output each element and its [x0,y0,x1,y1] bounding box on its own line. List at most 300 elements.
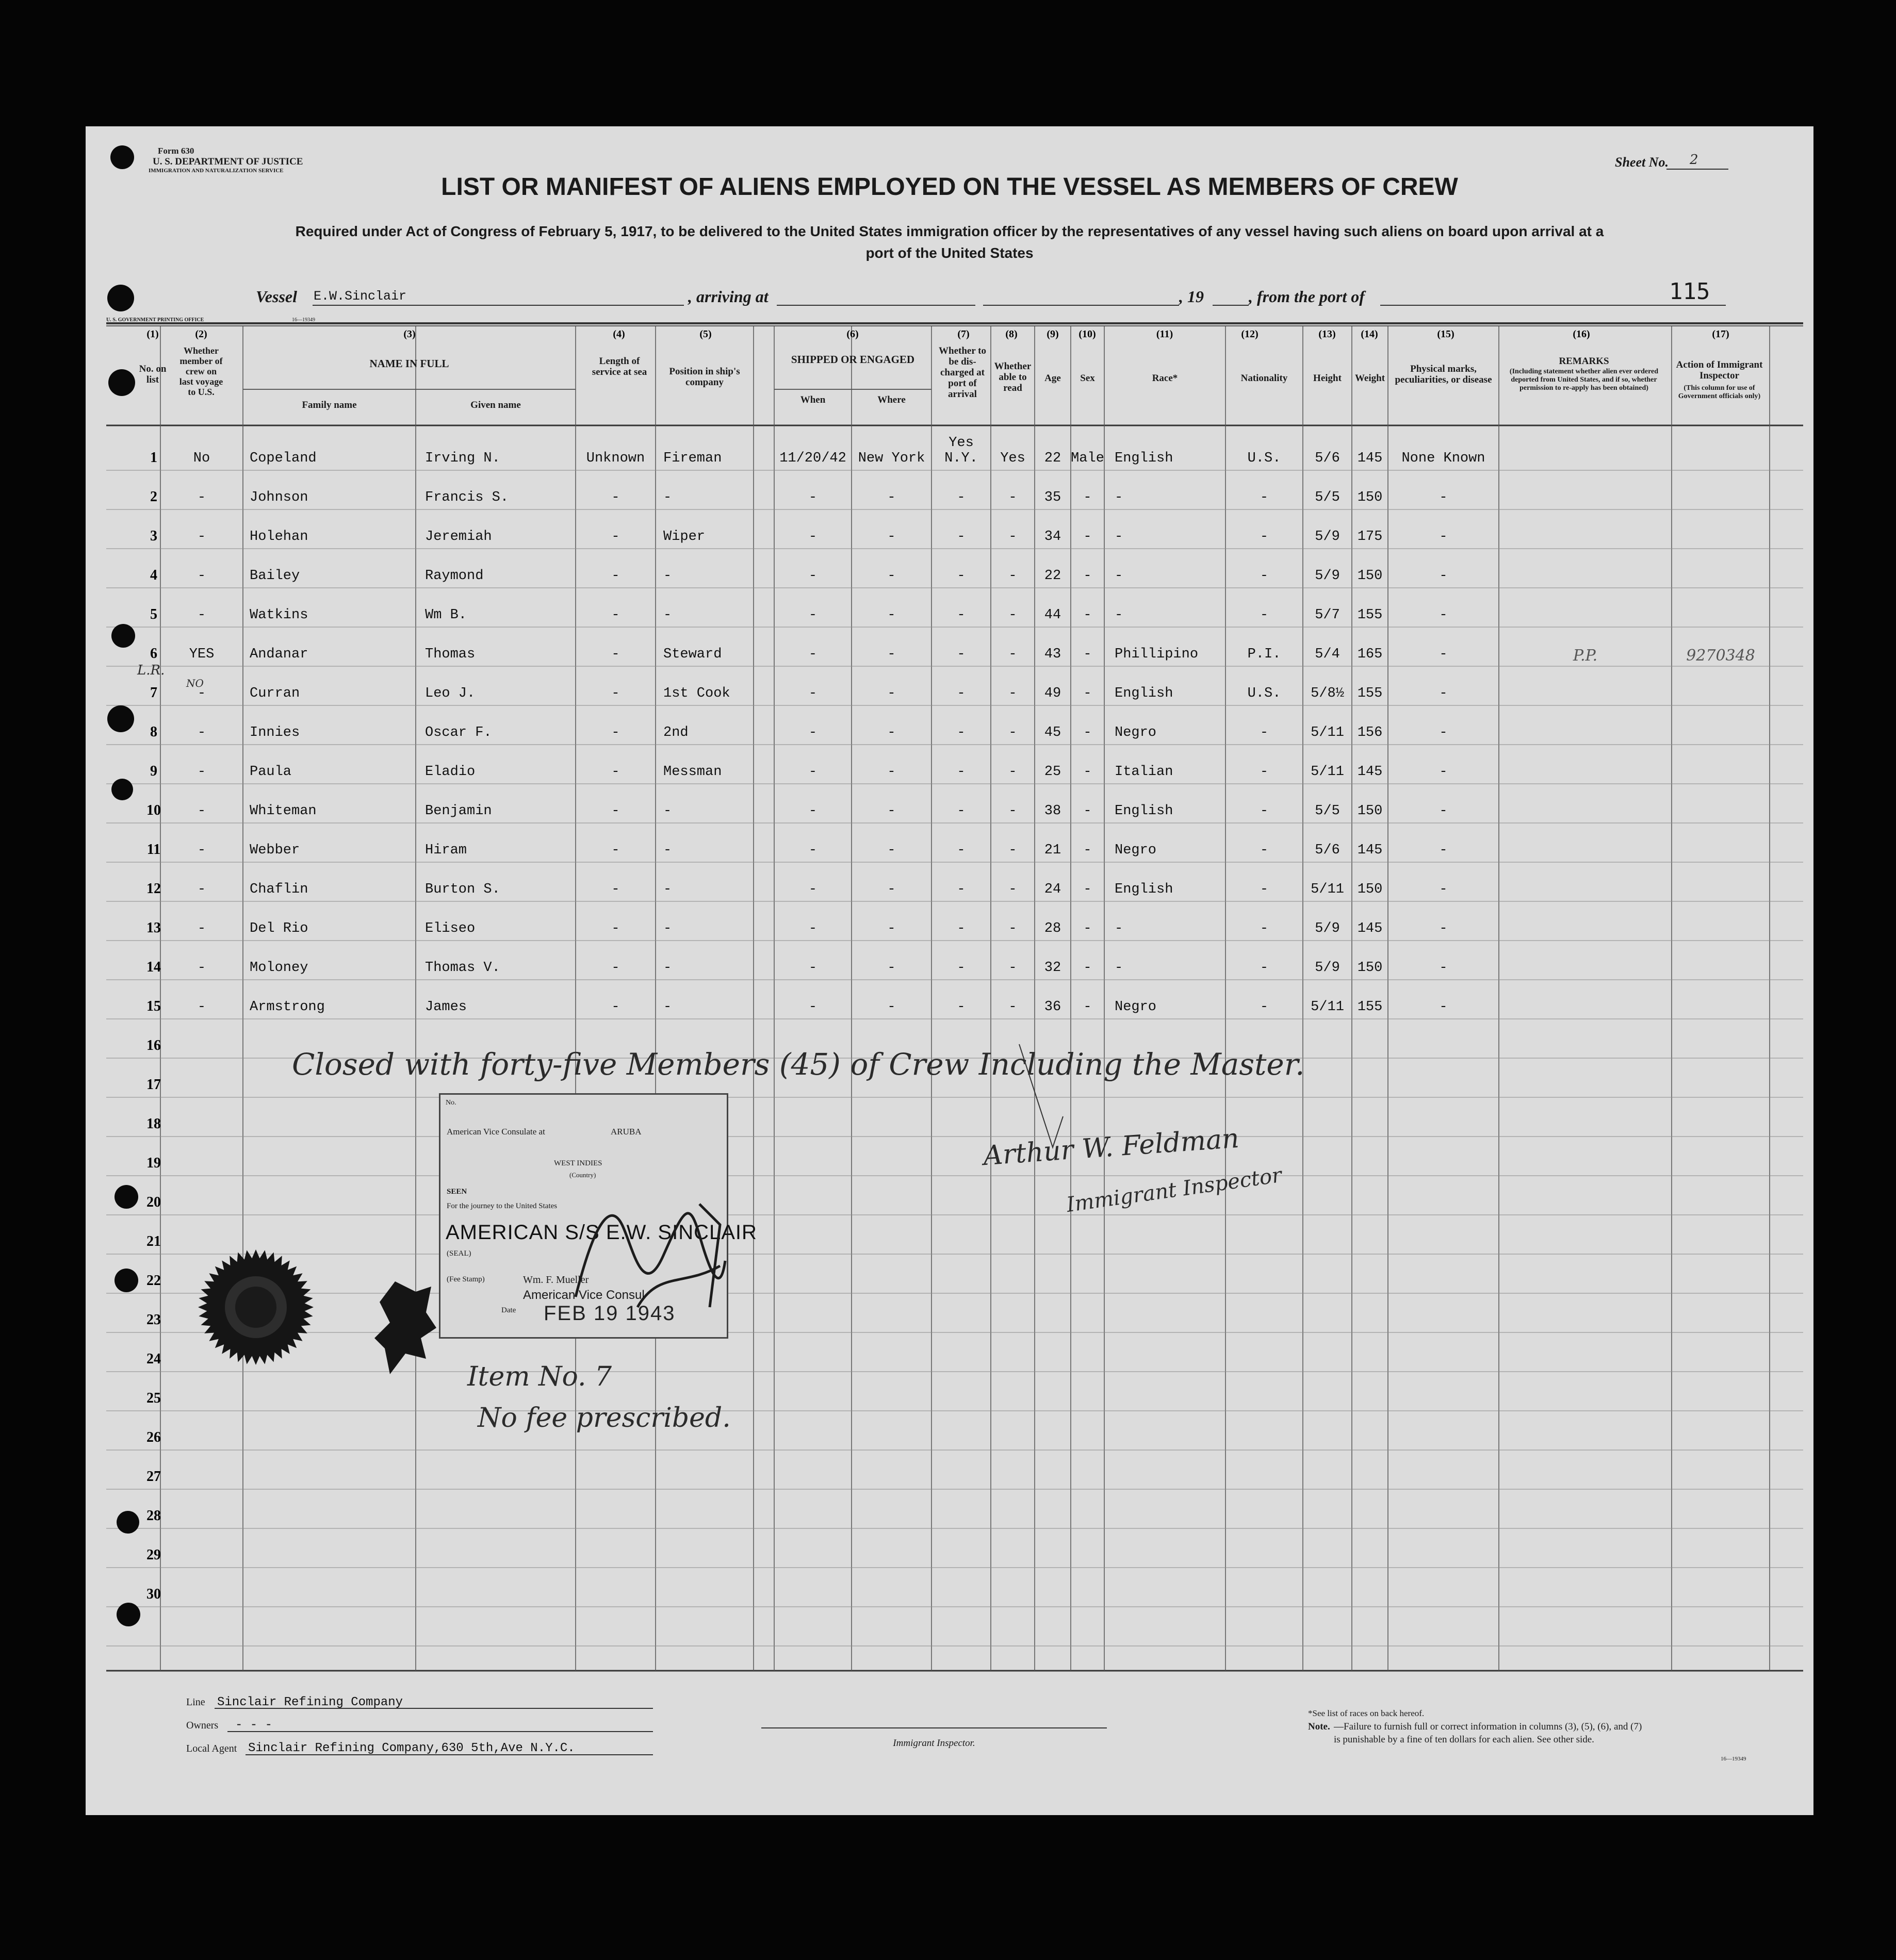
cell-when: - [808,764,818,780]
row6-no-mark: NO [186,677,204,689]
cell-race: Phillipino [1115,647,1199,662]
cell-marks: - [1439,686,1448,701]
col-num-15: (15) [1437,328,1454,340]
cell-height: 5/9 [1315,921,1340,936]
col-num-1: (1) [146,328,159,340]
row-number: 27 [146,1469,161,1485]
header-sex: Sex [1080,373,1095,384]
cell-marks: - [1439,960,1448,976]
row-number: 23 [146,1312,161,1328]
stamp-fee-label: (Fee Stamp) [447,1275,485,1283]
page-number: 115 [1669,278,1710,305]
cell-position: Fireman [663,451,722,466]
seal-fragment [374,1281,436,1374]
form-number: Form 630 [158,146,194,156]
cell-read: - [1008,686,1017,701]
cell-read: - [1008,647,1017,662]
cell-discharged: - [957,568,966,584]
col-num-4: (4) [613,328,625,340]
inspector-signature: Arthur W. Feldman [982,1123,1240,1172]
stamp-seal-label: (SEAL) [447,1249,471,1258]
cell-age: 43 [1044,647,1061,662]
cell-where: - [887,843,896,858]
from-port-label: , from the port of [1249,287,1365,306]
gpo-imprint: U. S. GOVERNMENT PRINTING OFFICE [106,317,204,323]
cell-given: Benjamin [425,803,492,819]
cell-height: 5/11 [1311,882,1344,897]
cell-read: - [1008,843,1017,858]
cell-family: Whiteman [250,803,317,819]
sheet-number: 2 [1690,152,1698,168]
cell-marks: - [1439,843,1448,858]
cell-height: 5/7 [1315,607,1340,623]
cell-read: - [1008,725,1017,740]
cell-position: - [663,960,672,976]
cell-member: - [197,960,206,976]
header-length-of-service: Length of service at sea [592,356,647,377]
cell-nationality: - [1260,960,1269,976]
stamp-vessel: AMERICAN S/S E.W. SINCLAIR [446,1221,757,1244]
header-no-on-list: No. on list [139,364,167,385]
cell-service: - [611,529,620,545]
cell-weight: 175 [1357,529,1383,545]
footer-owners-label: Owners [186,1720,219,1731]
header-inspector-action: Action of Immigrant Inspector [1676,359,1763,381]
cell-race: - [1115,960,1123,976]
cell-position: - [663,607,672,623]
cell-marks: - [1439,882,1448,897]
cell-discharged: - [957,529,966,545]
cell-family: Copeland [250,451,317,466]
row-number: 14 [146,959,161,975]
cell-remarks: P.P. [1573,647,1598,665]
stamp-date: FEB 19 1943 [544,1302,676,1325]
header-position: Position in ship's company [669,366,740,388]
punch-hole [111,624,135,648]
closing-note: Closed with forty-five Members (45) of Crew Including the Master. [292,1047,1305,1082]
col-num-11: (11) [1156,328,1173,340]
row-number: 13 [146,920,161,936]
cell-age: 45 [1044,725,1061,740]
col-num-2: (2) [195,328,207,340]
service-name: IMMIGRATION AND NATURALIZATION SERVICE [149,168,284,174]
header-nationality: Nationality [1240,373,1288,384]
inspector-signature-title: Immigrant Inspector [1065,1163,1283,1217]
sheet-label: Sheet No. [1615,155,1669,170]
cell-read: - [1008,882,1017,897]
cell-nationality: - [1260,607,1269,623]
cell-height: 5/6 [1315,843,1340,858]
footer-races-note: *See list of races on back hereof. [1308,1708,1425,1718]
cell-action: 9270348 [1686,647,1755,665]
cell-when: - [808,921,818,936]
header-age: Age [1044,373,1061,384]
cell-age: 32 [1044,960,1061,976]
form-subtitle-line2: port of the United States [865,245,1034,261]
header-shipped-or-engaged: SHIPPED OR ENGAGED [791,353,915,366]
cell-height: 5/9 [1315,960,1340,976]
row-number: 1 [150,450,157,466]
cell-age: 35 [1044,490,1061,505]
row-number: 2 [150,489,157,505]
cell-sex: - [1083,843,1092,858]
header-family-name: Family name [302,400,357,410]
cell-service: - [611,607,620,623]
cell-nationality: - [1260,490,1269,505]
cell-member: - [197,999,206,1015]
cell-given: Raymond [425,568,484,584]
cell-weight: 145 [1357,764,1383,780]
cell-discharged: - [957,960,966,976]
cell-read: - [1008,960,1017,976]
cell-position: - [663,490,672,505]
cell-nationality: - [1260,764,1269,780]
cell-where: New York [858,451,925,466]
gpo-code: 16—19349 [292,317,315,323]
cell-marks: - [1439,607,1448,623]
cell-when: - [808,568,818,584]
cell-member: YES [189,647,215,662]
cell-marks: - [1439,490,1448,505]
cell-height: 5/6 [1315,451,1340,466]
cell-nationality: U.S. [1247,686,1281,701]
row-number: 16 [146,1037,161,1053]
cell-nationality: - [1260,568,1269,584]
cell-sex: - [1083,568,1092,584]
cell-marks: - [1439,803,1448,819]
cell-read: - [1008,803,1017,819]
manifest-sheet [86,126,1813,1815]
cell-position: - [663,568,672,584]
cell-nationality: - [1260,529,1269,545]
col-num-9: (9) [1047,328,1059,340]
row-number: 11 [146,842,161,858]
stamp-officer-title: American Vice Consul [523,1288,645,1302]
cell-race: - [1115,490,1123,505]
cell-where: - [887,647,896,662]
cell-position: Wiper [663,529,706,545]
cell-service: Unknown [586,451,645,466]
col-num-8: (8) [1005,328,1018,340]
col-num-17: (17) [1712,328,1729,340]
cell-weight: 155 [1357,607,1383,623]
cell-weight: 150 [1357,882,1383,897]
cell-read: - [1008,999,1017,1015]
cell-family: Holehan [250,529,308,545]
cell-weight: 145 [1357,451,1383,466]
cell-family: Webber [250,843,300,858]
cell-weight: 150 [1357,490,1383,505]
header-where: Where [877,394,906,405]
cell-family: Watkins [250,607,308,623]
cell-discharged: - [957,999,966,1015]
cell-position: Steward [663,647,722,662]
cell-sex: - [1083,725,1092,740]
row-number: 4 [150,567,157,583]
cell-family: Armstrong [250,999,325,1015]
cell-sex: - [1083,607,1092,623]
col-num-13: (13) [1318,328,1336,340]
cell-where: - [887,960,896,976]
cell-discharged: - [957,647,966,662]
cell-age: 25 [1044,764,1061,780]
cell-age: 34 [1044,529,1061,545]
cell-discharged: - [957,843,966,858]
col-num-3: (3) [403,328,416,340]
cell-family: Innies [250,725,300,740]
col-num-10: (10) [1078,328,1096,340]
cell-member: - [197,803,206,819]
cell-read: - [1008,490,1017,505]
cell-family: Paula [250,764,292,780]
cell-given: Thomas V. [425,960,500,976]
row-number: 21 [146,1233,161,1249]
cell-marks: - [1439,647,1448,662]
cell-race: Negro [1115,999,1157,1015]
row-number: 18 [146,1116,161,1132]
arriving-label: , arriving at [688,287,769,306]
cell-age: 36 [1044,999,1061,1015]
cell-given: Wm B. [425,607,467,623]
cell-when: - [808,843,818,858]
cell-sex: - [1083,960,1092,976]
cell-age: 22 [1044,568,1061,584]
header-name-in-full: NAME IN FULL [369,357,449,370]
stamp-officer-name: Wm. F. Mueller [523,1274,589,1286]
cell-weight: 155 [1357,686,1383,701]
row-number: 19 [146,1155,161,1171]
cell-when: - [808,607,818,623]
cell-service: - [611,490,620,505]
cell-service: - [611,921,620,936]
header-discharged: Whether to be dis-charged at port of arrival [939,345,986,400]
cell-where: - [887,490,896,505]
cell-family: Chaflin [250,882,308,897]
cell-member: - [197,529,206,545]
row-number: 10 [146,802,161,818]
cell-marks: None Known [1401,451,1485,466]
cell-nationality: - [1260,843,1269,858]
form-title: LIST OR MANIFEST OF ALIENS EMPLOYED ON THE VESSEL AS MEMBERS OF CREW [441,173,1458,201]
department-name: U. S. DEPARTMENT OF JUSTICE [153,156,303,167]
cell-given: Eliseo [425,921,476,936]
header-race: Race* [1152,373,1178,384]
cell-given: Hiram [425,843,467,858]
cell-service: - [611,882,620,897]
cell-weight: 145 [1357,843,1383,858]
cell-where: - [887,921,896,936]
cell-discharged: - [957,764,966,780]
row-number: 20 [146,1194,161,1210]
cell-weight: 156 [1357,725,1383,740]
cell-age: 24 [1044,882,1061,897]
cell-family: Curran [250,686,300,701]
header-remarks: REMARKS [1559,356,1609,367]
row-number: 3 [150,528,157,544]
cell-member: - [197,490,206,505]
cell-marks: - [1439,764,1448,780]
vessel-name: E.W.Sinclair [314,289,407,304]
cell-height: 5/4 [1315,647,1340,662]
cell-service: - [611,999,620,1015]
cell-given: Burton S. [425,882,500,897]
cell-marks: - [1439,568,1448,584]
punch-hole [117,1603,140,1626]
cell-age: 49 [1044,686,1061,701]
cell-given: Irving N. [425,451,500,466]
cell-weight: 165 [1357,647,1383,662]
cell-when: 11/20/42 [779,451,846,466]
header-able-to-read: Whether able to read [994,361,1032,393]
cell-sex: - [1083,999,1092,1015]
year-label: , 19 [1179,287,1204,306]
cell-weight: 155 [1357,999,1383,1015]
cell-family: Moloney [250,960,308,976]
stamp-place: ARUBA [611,1127,642,1137]
stamp-seen: SEEN [447,1188,467,1196]
cell-nationality: - [1260,803,1269,819]
item-note-2: No fee prescribed. [478,1403,731,1434]
cell-marks: - [1439,529,1448,545]
cell-member: - [197,843,206,858]
cell-read: - [1008,921,1017,936]
cell-position: 2nd [663,725,689,740]
cell-where: - [887,607,896,623]
header-remarks-note: (Including statement whether alien ever ordered deported from United States, and if so, whether permission to re-apply has been obtained) [1509,368,1659,392]
cell-position: - [663,921,672,936]
cell-age: 22 [1044,451,1061,466]
cell-nationality: U.S. [1247,451,1281,466]
col-num-6: (6) [846,328,859,340]
cell-nationality: - [1260,921,1269,936]
cell-sex: - [1083,882,1092,897]
cell-member: - [197,607,206,623]
cell-when: - [808,529,818,545]
cell-race: English [1115,882,1173,897]
cell-service: - [611,843,620,858]
cell-when: - [808,490,818,505]
item-note-1: Item No. 7 [467,1361,612,1392]
cell-where: - [887,725,896,740]
cell-race: English [1115,451,1173,466]
cell-marks: - [1439,725,1448,740]
cell-age: 28 [1044,921,1061,936]
cell-when: - [808,647,818,662]
cell-when: - [808,999,818,1015]
punch-hole [108,369,135,396]
row-number: 25 [146,1390,161,1406]
cell-race: - [1115,607,1123,623]
punch-hole [107,285,134,311]
footer-note-text1: —Failure to furnish full or correct information in columns (3), (5), (6), and (7) [1334,1721,1642,1732]
margin-note-lr: L.R. [137,663,165,678]
cell-where: - [887,764,896,780]
cell-height: 5/11 [1311,764,1344,780]
punch-hole [115,1269,138,1292]
cell-position: - [663,843,672,858]
col-num-5: (5) [699,328,712,340]
cell-when: - [808,725,818,740]
row-number: 5 [150,606,157,622]
cell-nationality: - [1260,999,1269,1015]
cell-service: - [611,960,620,976]
header-inspector-note: (This column for use of Government officials only) [1678,384,1761,400]
punch-hole [117,1511,139,1534]
footer-line-value: Sinclair Refining Company [217,1695,403,1709]
footer-agent-label: Local Agent [186,1743,237,1754]
cell-member: - [197,882,206,897]
row-number: 24 [146,1351,161,1367]
footer-line-label: Line [186,1697,205,1708]
cell-member: - [197,764,206,780]
cell-race: Italian [1115,764,1173,780]
cell-race: English [1115,686,1173,701]
col-num-14: (14) [1361,328,1378,340]
footer-note-text2: is punishable by a fine of ten dollars for each alien. See other side. [1334,1734,1594,1745]
cell-service: - [611,803,620,819]
row-number: 22 [146,1273,161,1289]
cell-where: - [887,529,896,545]
cell-race: - [1115,921,1123,936]
cell-given: Leo J. [425,686,476,701]
cell-nationality: P.I. [1247,647,1281,662]
cell-sex: - [1083,529,1092,545]
cell-member: - [197,686,206,701]
cell-where: - [887,686,896,701]
cell-height: 5/9 [1315,529,1340,545]
cell-discharged: Yes N.Y. [944,435,978,466]
row-number: 7 [150,685,157,701]
cell-discharged: - [957,803,966,819]
cell-service: - [611,764,620,780]
cell-member: - [197,725,206,740]
row-number: 6 [150,646,157,662]
cell-member: - [197,568,206,584]
cell-read: - [1008,568,1017,584]
cell-family: Del Rio [250,921,308,936]
cell-sex: - [1083,764,1092,780]
cell-race: - [1115,568,1123,584]
cell-member: - [197,921,206,936]
cell-sex: - [1083,686,1092,701]
cell-service: - [611,686,620,701]
header-height: Height [1313,373,1342,384]
cell-when: - [808,803,818,819]
cell-position: Messman [663,764,722,780]
cell-age: 44 [1044,607,1061,623]
cell-when: - [808,960,818,976]
footer-owners-value: - - - [235,1718,273,1732]
stamp-journey: For the journey to the United States [447,1202,558,1210]
cell-discharged: - [957,686,966,701]
cell-position: 1st Cook [663,686,730,701]
row-number: 29 [146,1547,161,1563]
cell-position: - [663,882,672,897]
cell-given: Francis S. [425,490,509,505]
form-subtitle-line1: Required under Act of Congress of February 5, 1917, to be delivered to the United States immigration officer by the representatives of any vessel having such aliens on board upon arrival at a [295,223,1604,239]
cell-member: No [193,451,210,466]
cell-read: - [1008,607,1017,623]
row-number: 26 [146,1429,161,1445]
cell-service: - [611,647,620,662]
cell-where: - [887,882,896,897]
header-member-last-voyage: Whether member of crew on last voyage to U.S. [179,345,223,397]
cell-marks: - [1439,999,1448,1015]
row-number: 8 [150,724,157,740]
punch-hole [111,779,133,800]
cell-sex: - [1083,921,1092,936]
cell-height: 5/9 [1315,568,1340,584]
